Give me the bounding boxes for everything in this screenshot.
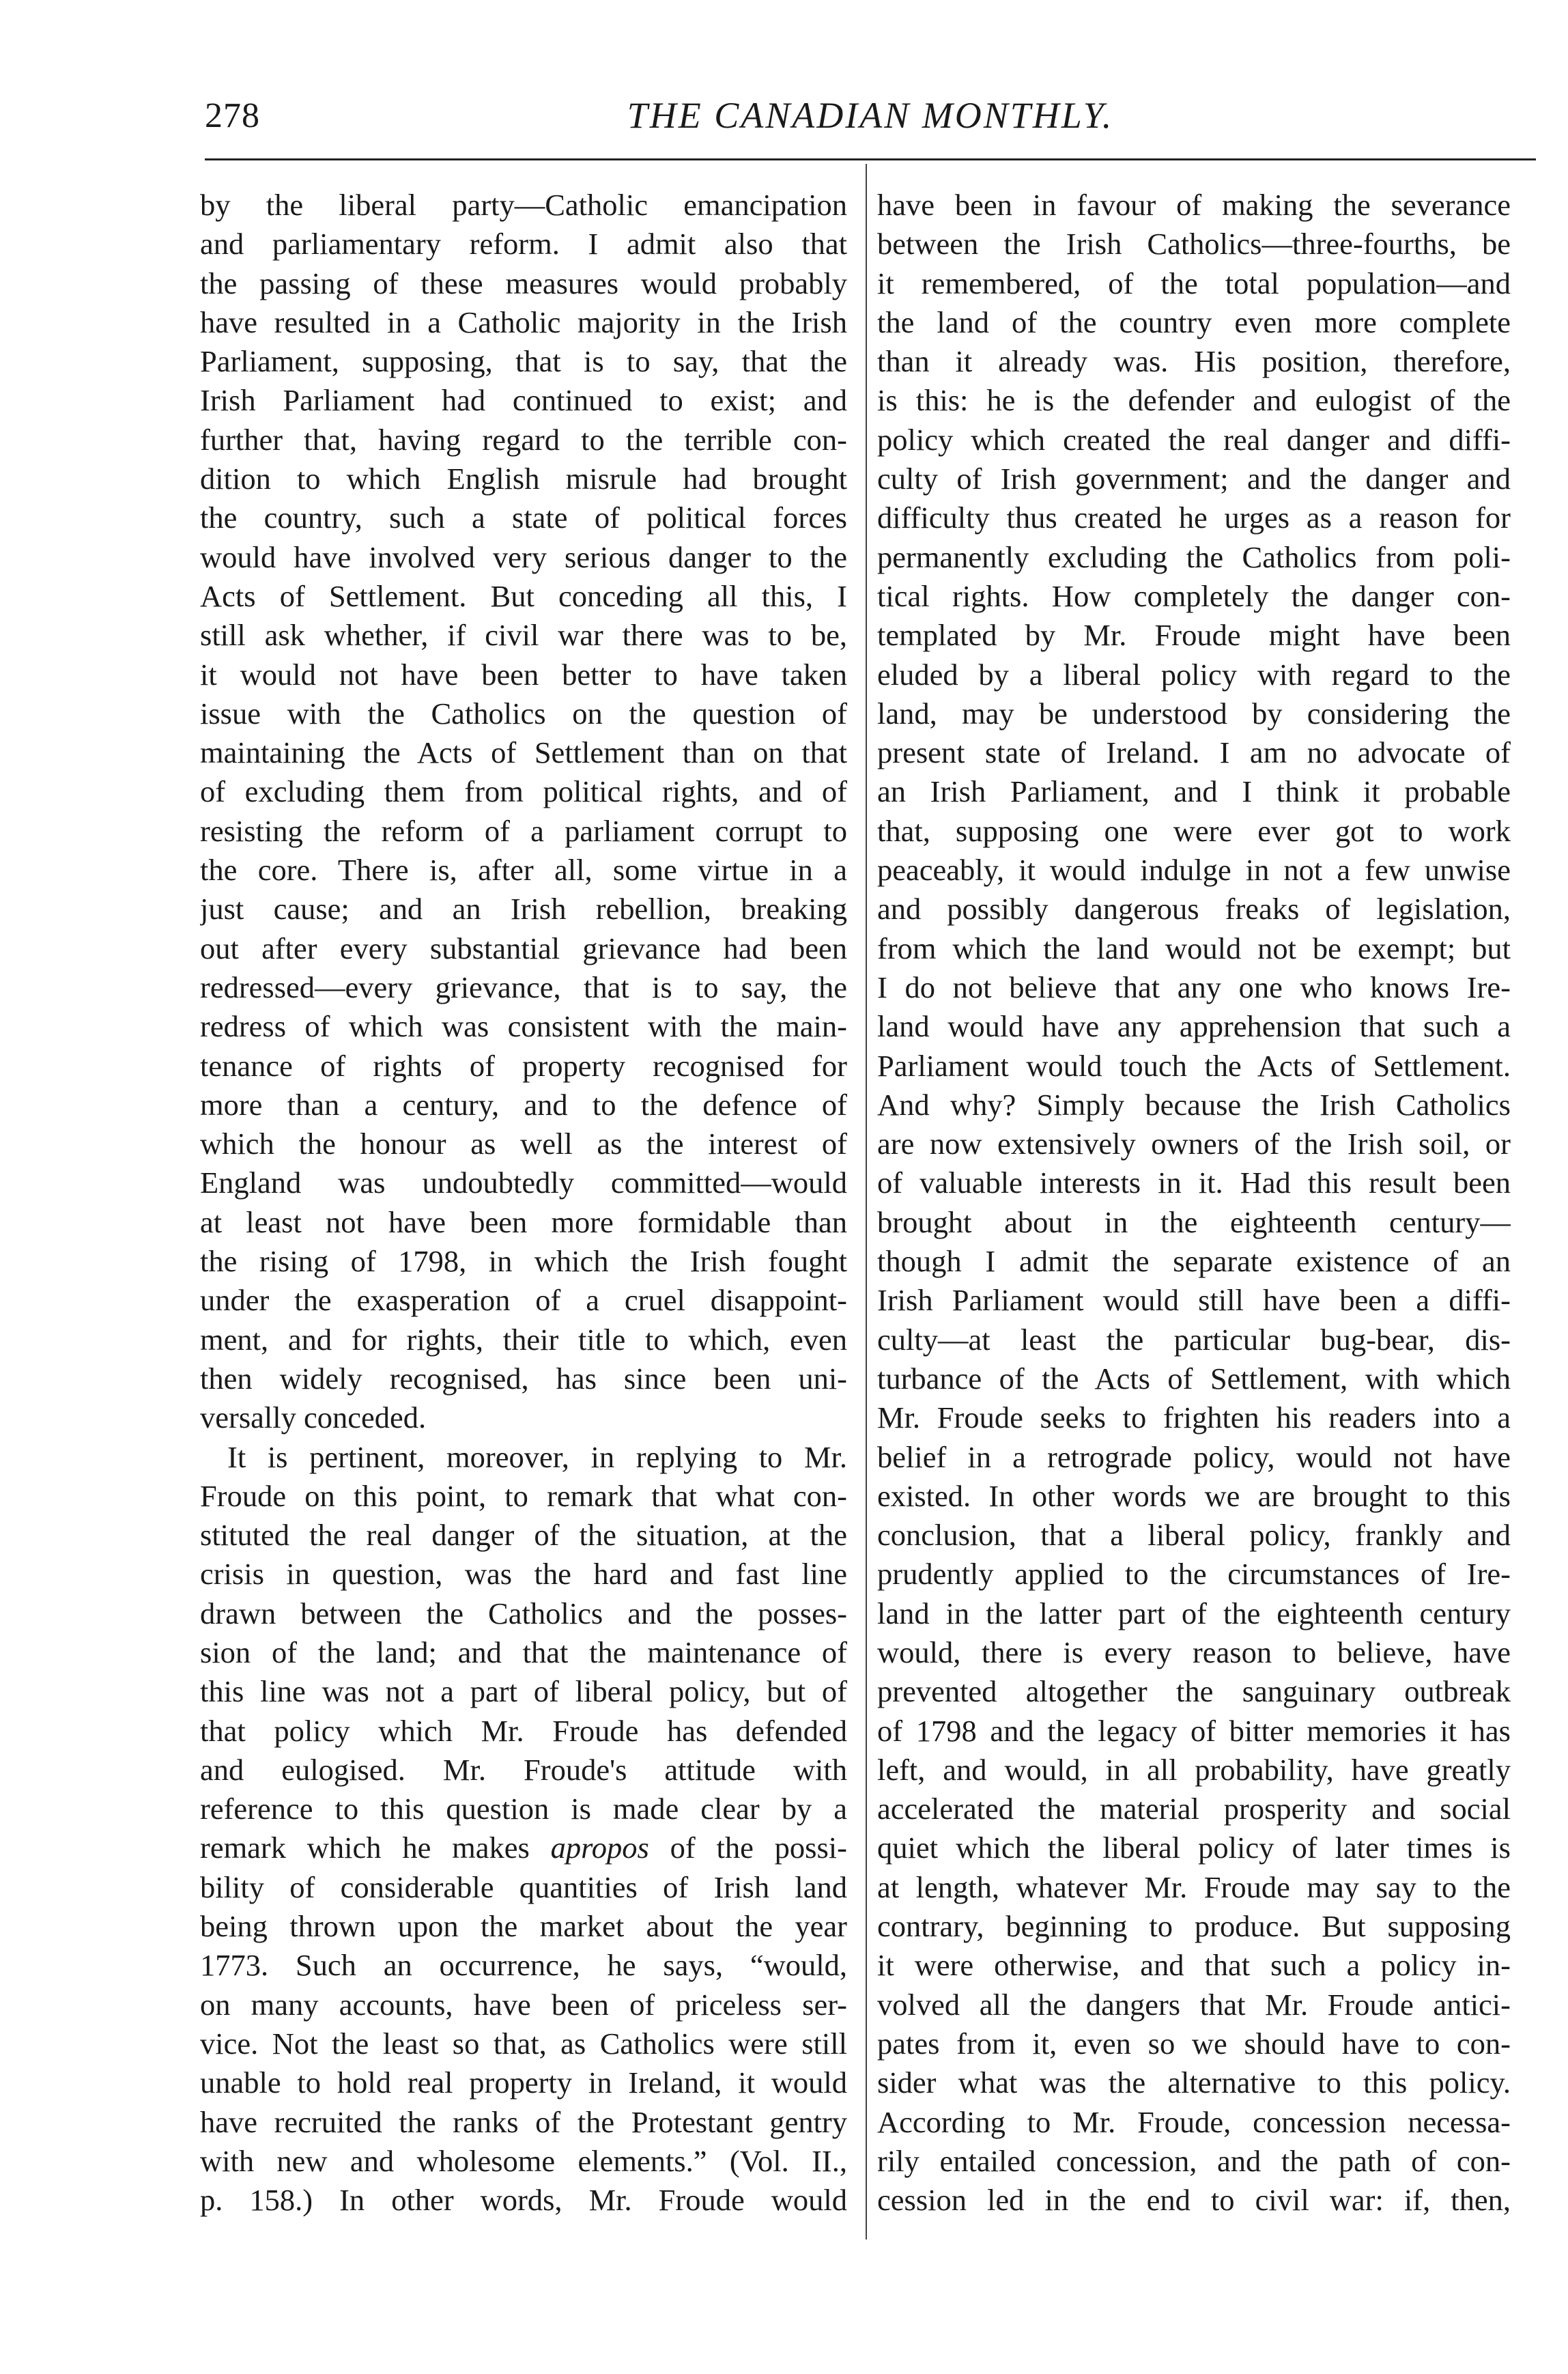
text-line: then widely recognised, has since been uni-: [200, 1361, 847, 1396]
text-line: belief in a retrograde policy, would not have: [877, 1439, 1511, 1474]
text-line: issue with the Catholics on the question of: [200, 696, 847, 731]
text-line: it remembered, of the total population—and: [877, 266, 1511, 300]
text-line: the rising of 1798, in which the Irish fought: [200, 1244, 847, 1279]
text-line: would, there is every reason to believe, have: [877, 1635, 1511, 1669]
page-header: [205, 89, 1536, 143]
text-line: crisis in question, was the hard and fast line: [200, 1557, 847, 1592]
text-line: under the exasperation of a cruel disappoint-: [200, 1283, 847, 1318]
text-line: rily entailed concession, and the path of con-: [877, 2143, 1511, 2178]
text-line: and possibly dangerous freaks of legislation,: [877, 892, 1511, 927]
text-line: tical rights. How completely the danger con-: [877, 578, 1511, 613]
text-line: and eulogised. Mr. Froude's attitude with: [200, 1752, 847, 1787]
text-line: this line was not a part of liberal policy, but of: [200, 1674, 847, 1709]
page-number: 278: [205, 96, 260, 135]
text-line: Parliament, supposing, that is to say, that the: [200, 344, 847, 379]
text-line: of valuable interests in it. Had this result been: [877, 1165, 1511, 1200]
text-line: culty—at least the particular bug-bear, dis-: [877, 1322, 1511, 1357]
text-line: resisting the reform of a parliament corrupt to: [200, 813, 847, 848]
column-divider: [866, 164, 867, 2239]
text-line: culty of Irish government; and the danger and: [877, 462, 1511, 496]
text-line: difficulty thus created he urges as a reason for: [877, 500, 1511, 535]
text-line: though I admit the separate existence of an: [877, 1244, 1511, 1279]
text-line: redress of which was consistent with the main-: [200, 1009, 847, 1044]
text-line: Acts of Settlement. But conceding all this, I: [200, 578, 847, 613]
text-line: p. 158.) In other words, Mr. Froude would: [200, 2183, 847, 2218]
text-line: that policy which Mr. Froude has defended: [200, 1713, 847, 1748]
text-line: It is pertinent, moreover, in replying to Mr.: [227, 1439, 847, 1474]
text-line: from which the land would not be exempt; but: [877, 931, 1511, 965]
text-line: just cause; and an Irish rebellion, breaking: [200, 892, 847, 927]
text-line: redressed—every grievance, that is to say, the: [200, 970, 847, 1004]
running-head: THE CANADIAN MONTHLY.: [627, 95, 1114, 136]
text-line: would have involved very serious danger to the: [200, 539, 847, 574]
text-line: and parliamentary reform. I admit also that: [200, 227, 847, 262]
text-line: Froude on this point, to remark that what con-: [200, 1478, 847, 1513]
text-line: have been in favour of making the severance: [877, 188, 1511, 222]
header-rule: [205, 158, 1536, 160]
text-line: reference to this question is made clear by a: [200, 1792, 847, 1826]
text-line: prudently applied to the circumstances of Ire-: [877, 1557, 1511, 1592]
text-line: cession led in the end to civil war: if, then,: [877, 2183, 1511, 2218]
text-line: present state of Ireland. I am no advocate of: [877, 735, 1511, 770]
text-line: land would have any apprehension that such a: [877, 1009, 1511, 1044]
text-line: at length, whatever Mr. Froude may say to the: [877, 1869, 1511, 1904]
left-column: [200, 186, 847, 2220]
text-line: on many accounts, have been of priceless ser-: [200, 1987, 847, 2022]
text-line: unable to hold real property in Ireland, it would: [200, 2065, 847, 2100]
text-line: bility of considerable quantities of Irish land: [200, 1869, 847, 1904]
text-line: being thrown upon the market about the year: [200, 1909, 847, 1944]
text-line: eluded by a liberal policy with regard to the: [877, 657, 1511, 692]
text-line: are now extensively owners of the Irish soil, or: [877, 1127, 1511, 1161]
text-line: According to Mr. Froude, concession necessa-: [877, 2104, 1511, 2139]
text-line: remark which he makes apropos of the possi-: [200, 1831, 847, 1865]
text-line: the country, such a state of political forces: [200, 500, 847, 535]
text-line: existed. In other words we are brought to this: [877, 1478, 1511, 1513]
text-line: which the honour as well as the interest of: [200, 1127, 847, 1161]
text-line: brought about in the eighteenth century—: [877, 1204, 1511, 1239]
italic-word: apropos: [550, 1831, 649, 1865]
text-line: prevented altogether the sanguinary outbreak: [877, 1674, 1511, 1709]
text-line: Parliament would touch the Acts of Settlement.: [877, 1048, 1511, 1083]
text-line: left, and would, in all probability, have greatly: [877, 1752, 1511, 1787]
text-line: I do not believe that any one who knows Ire-: [877, 970, 1511, 1004]
text-line: have recruited the ranks of the Protestant gentry: [200, 2104, 847, 2139]
text-line: stituted the real danger of the situation, at the: [200, 1518, 847, 1553]
text-line: land in the latter part of the eighteenth century: [877, 1596, 1511, 1630]
text-line: that, supposing one were ever got to work: [877, 813, 1511, 848]
text-line: contrary, beginning to produce. But supposing: [877, 1909, 1511, 1944]
text-line: And why? Simply because the Irish Catholics: [877, 1087, 1511, 1122]
text-line: pates from it, even so we should have to con-: [877, 2026, 1511, 2061]
text-line: conclusion, that a liberal policy, frankly and: [877, 1518, 1511, 1553]
text-line: at least not have been more formidable than: [200, 1204, 847, 1239]
text-line: Irish Parliament would still have been a diffi-: [877, 1283, 1511, 1318]
text-line: further that, having regard to the terrible con-: [200, 422, 847, 457]
text-line: sion of the land; and that the maintenance of: [200, 1635, 847, 1669]
text-line: versally conceded.: [200, 1400, 427, 1435]
text-line: tenance of rights of property recognised for: [200, 1048, 847, 1083]
text-line: turbance of the Acts of Settlement, with which: [877, 1361, 1511, 1396]
text-line: it were otherwise, and that such a policy in-: [877, 1948, 1511, 1983]
text-line: England was undoubtedly committed—would: [200, 1165, 847, 1200]
text-line: by the liberal party—Catholic emancipation: [200, 188, 847, 222]
text-line: accelerated the material prosperity and social: [877, 1792, 1511, 1826]
text-line: quiet which the liberal policy of later times is: [877, 1831, 1511, 1865]
text-line: between the Irish Catholics—three-fourths, be: [877, 227, 1511, 262]
text-line: still ask whether, if civil war there was to be,: [200, 618, 847, 653]
text-line: the core. There is, after all, some virtue in a: [200, 853, 847, 888]
text-line: peaceably, it would indulge in not a few unwise: [877, 853, 1511, 888]
text-line: more than a century, and to the defence of: [200, 1087, 847, 1122]
text-line: have resulted in a Catholic majority in the Irish: [200, 305, 847, 339]
text-line: permanently excluding the Catholics from poli-: [877, 539, 1511, 574]
right-column: [877, 186, 1511, 2220]
text-line: templated by Mr. Froude might have been: [877, 618, 1511, 653]
text-line: Irish Parliament had continued to exist; and: [200, 383, 847, 418]
text-line: of excluding them from political rights, and of: [200, 774, 847, 809]
text-line: of 1798 and the legacy of bitter memories it has: [877, 1713, 1511, 1748]
text-line: 1773. Such an occurrence, he says, “would,: [200, 1948, 847, 1983]
text-line: it would not have been better to have taken: [200, 657, 847, 692]
text-line: ment, and for rights, their title to which, even: [200, 1322, 847, 1357]
text-line: dition to which English misrule had brought: [200, 462, 847, 496]
text-line: maintaining the Acts of Settlement than on that: [200, 735, 847, 770]
text-line: drawn between the Catholics and the posses-: [200, 1596, 847, 1630]
text-line: Mr. Froude seeks to frighten his readers into a: [877, 1400, 1511, 1435]
text-line: out after every substantial grievance had been: [200, 931, 847, 965]
text-line: vice. Not the least so that, as Catholics were still: [200, 2026, 847, 2061]
text-line: is this: he is the defender and eulogist of the: [877, 383, 1511, 418]
text-line: volved all the dangers that Mr. Froude antici-: [877, 1987, 1511, 2022]
text-line: the land of the country even more complete: [877, 305, 1511, 339]
text-line: than it already was. His position, therefore,: [877, 344, 1511, 379]
text-line: the passing of these measures would probably: [200, 266, 847, 300]
text-line: sider what was the alternative to this policy.: [877, 2065, 1511, 2100]
text-line: with new and wholesome elements.” (Vol. II.,: [200, 2143, 847, 2178]
text-line: land, may be understood by considering the: [877, 696, 1511, 731]
text-line: an Irish Parliament, and I think it probable: [877, 774, 1511, 809]
text-line: policy which created the real danger and diffi-: [877, 422, 1511, 457]
